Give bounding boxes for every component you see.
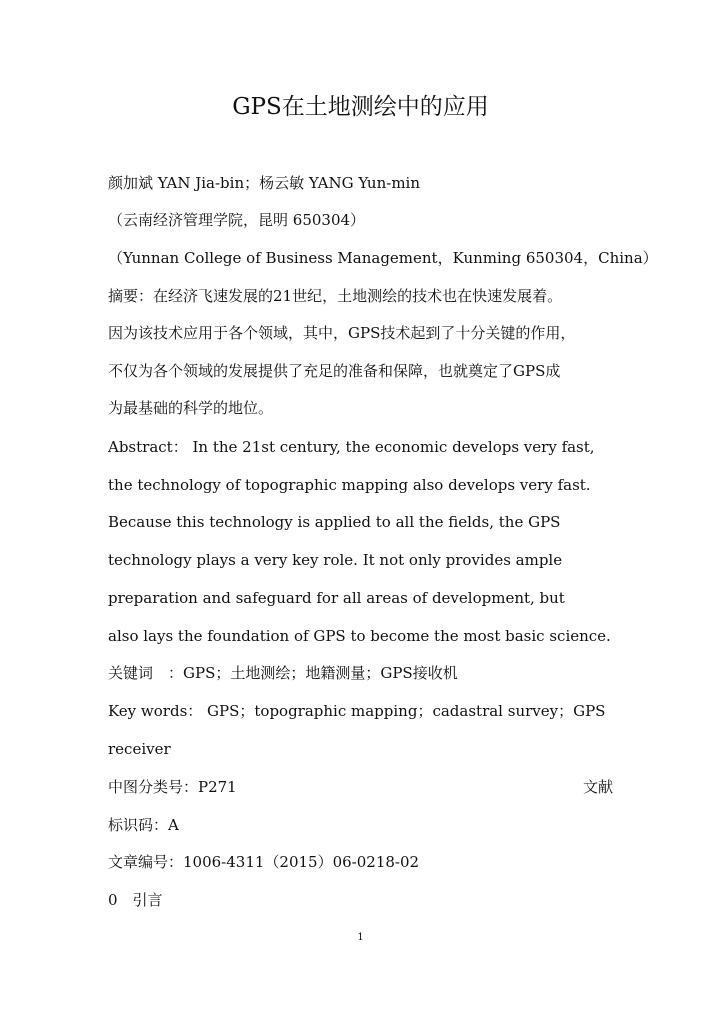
section-heading: 0 引言 xyxy=(108,891,163,909)
abstract-cn-line: 不仅为各个领域的发展提供了充足的准备和保障，也就奠定了GPS成 xyxy=(108,362,561,380)
document-code: 标识码：A xyxy=(108,816,179,834)
affiliation-cn: （云南经济管理学院，昆明 650304） xyxy=(108,211,366,229)
abstract-cn-line: 为最基础的科学的地位。 xyxy=(108,399,274,417)
page-number: 1 xyxy=(357,932,364,943)
authors: 颜加斌 YAN Jia-bin；杨云敏 YANG Yun-min xyxy=(108,174,420,192)
article-number: 文章编号：1006-4311（2015）06-0218-02 xyxy=(108,853,420,871)
abstract-en-line: the technology of topographic mapping also develops very fast. xyxy=(108,476,591,494)
affiliation-en: （Yunnan College of Business Management，Kunming 650304，China） xyxy=(108,249,658,267)
classification-row xyxy=(108,776,613,798)
abstract-en-line: Abstract： In the 21st century, the economic develops very fast, xyxy=(108,438,595,456)
keywords-en-line: Key words： GPS；topographic mapping；cadastral survey；GPS xyxy=(108,702,606,720)
keywords-en-line: receiver xyxy=(108,740,171,758)
keywords-cn: 关键词 ：GPS；土地测绘；地籍测量；GPS接收机 xyxy=(108,664,458,682)
page-title: GPS在土地测绘中的应用 xyxy=(232,94,489,120)
abstract-en-line: technology plays a very key role. It not only provides ample xyxy=(108,551,563,569)
abstract-en-line: preparation and safeguard for all areas of development, but xyxy=(108,589,565,607)
abstract-en-line: Because this technology is applied to all the fields, the GPS xyxy=(108,513,561,531)
abstract-cn-line: 因为该技术应用于各个领域，其中，GPS技术起到了十分关键的作用， xyxy=(108,324,576,342)
abstract-en-line: also lays the foundation of GPS to become the most basic science. xyxy=(108,627,611,645)
document-code-label: 文献 xyxy=(582,778,613,796)
classification-number: 中图分类号：P271 xyxy=(108,778,237,796)
abstract-cn-line: 摘要：在经济飞速发展的21世纪，土地测绘的技术也在快速发展着。 xyxy=(108,287,563,305)
